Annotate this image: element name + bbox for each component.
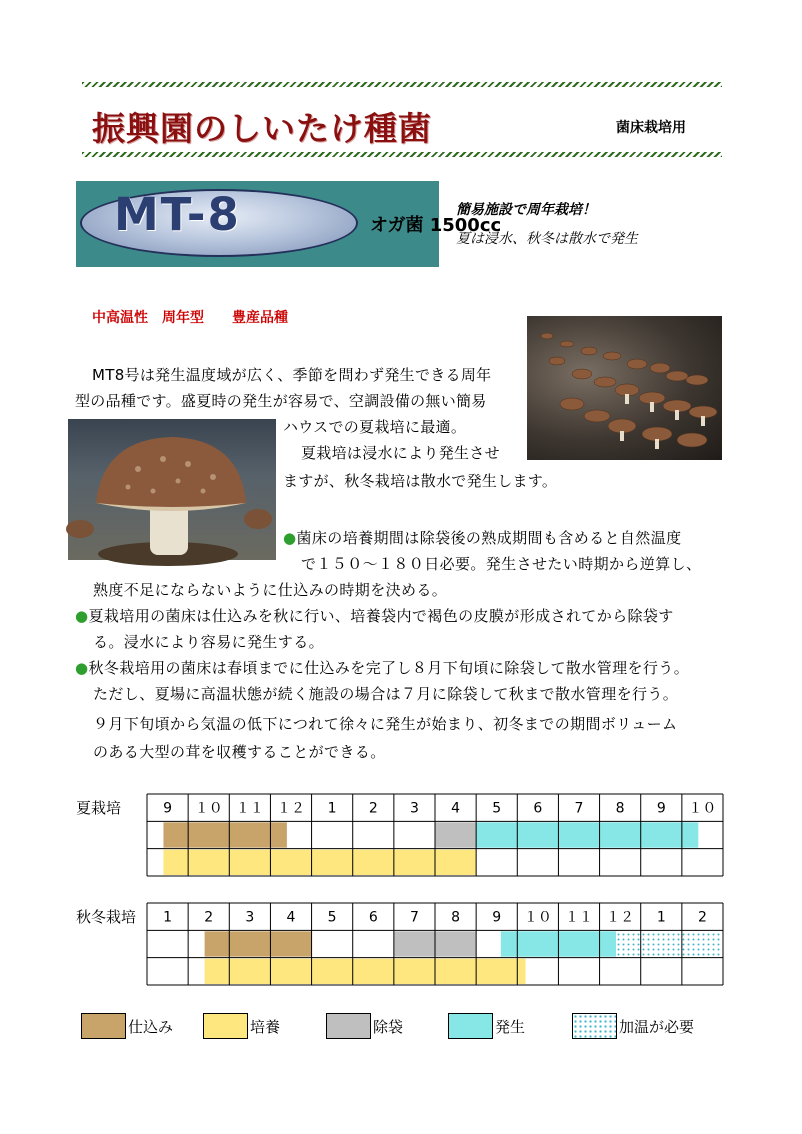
legend-swatch-kaon	[572, 1013, 617, 1039]
schedule-summary-label: 夏栽培	[76, 799, 122, 817]
bullet-1-line-3: 熟度不足にならないように仕込みの時期を決める。	[93, 581, 448, 599]
legend-label-jotai: 除袋	[373, 1018, 404, 1036]
month-label: 6	[533, 800, 543, 817]
page-subtitle: 菌床栽培用	[616, 120, 686, 136]
month-label: １０	[194, 800, 223, 817]
month-label: １２	[606, 909, 635, 926]
month-label: 1	[327, 800, 337, 817]
month-label: 2	[368, 800, 378, 817]
feature-line: 中高温性 周年型 豊産品種	[92, 310, 288, 326]
schedule-autumn-grid	[146, 902, 724, 986]
schedule-summer-grid	[146, 793, 724, 877]
bullet-3-line-4: のある大型の茸を収穫することができる。	[93, 743, 386, 761]
product-name: MT-8	[114, 188, 241, 241]
intro-line-2: 型の品種です。盛夏時の発生が容易で、空調設備の無い簡易	[75, 392, 487, 410]
intro-line-4: 夏栽培は浸水により発生させ	[301, 444, 500, 462]
month-label: 3	[245, 909, 255, 926]
month-label: 8	[615, 800, 625, 817]
intro-line-3: ハウスでの夏栽培に最適。	[283, 418, 467, 436]
bottom-rule	[82, 152, 722, 157]
bullet-3-line-2: ただし、夏場に高温状態が続く施設の場合は７月に除袋して秋まで散水管理を行う。	[93, 685, 679, 703]
month-label: 9	[163, 800, 173, 817]
bullet-3-line-3: ９月下旬頃から気温の低下につれて徐々に発生が始まり、初冬までの期間ボリューム	[93, 715, 678, 733]
bullet-3-line-1: ●秋冬栽培用の菌床は春頃までに仕込みを完了し８月下旬頃に除袋して散水管理を行う。	[75, 659, 690, 677]
schedule-autumn-label: 秋冬栽培	[76, 908, 137, 926]
bullet-dot-icon: ●	[283, 529, 297, 547]
legend-swatch-shikomi	[81, 1013, 126, 1039]
legend-swatch-jotai	[326, 1013, 371, 1039]
month-label: 3	[409, 800, 419, 817]
month-label: 4	[286, 909, 296, 926]
month-label: 1	[656, 909, 666, 926]
month-label: 7	[574, 800, 584, 817]
schedule-bar-row1	[616, 931, 723, 956]
product-variant: オガ菌 1500cc	[370, 215, 502, 236]
legend-label-kaon: 加温が必要	[619, 1018, 695, 1036]
month-label: 5	[327, 909, 337, 926]
month-label: 6	[368, 909, 378, 926]
product-banner	[76, 181, 502, 267]
tagline-1: 簡易施設で周年栽培！	[456, 202, 596, 218]
legend-swatch-hassei	[448, 1013, 493, 1039]
month-label: 2	[697, 909, 707, 926]
bullet-2-line-2: る。浸水により容易に発生する。	[93, 633, 325, 651]
legend-label-shikomi: 仕込み	[128, 1018, 174, 1036]
month-label: １０	[523, 909, 552, 926]
month-label: １１	[235, 800, 264, 817]
month-label: 7	[409, 909, 419, 926]
month-label: 8	[451, 909, 461, 926]
bullet-1-line-1: ●菌床の培養期間は除袋後の熟成期間も含めると自然温度	[283, 529, 682, 547]
legend-label-hassei: 発生	[495, 1018, 526, 1036]
month-label: 4	[451, 800, 461, 817]
tagline-2: 夏は浸水、秋冬は散水で発生	[456, 231, 638, 247]
page-title: 振興園のしいたけ種菌	[92, 109, 432, 148]
month-label: １２	[277, 800, 305, 817]
legend-swatch-baiyo	[203, 1013, 248, 1039]
mushroom-closeup-photo	[68, 419, 276, 560]
month-label: 5	[492, 800, 502, 817]
legend-label-baiyo: 培養	[250, 1018, 281, 1036]
month-label: 9	[492, 909, 502, 926]
month-label: １０	[688, 800, 717, 817]
month-label: １１	[565, 909, 593, 926]
bullet-dot-icon: ●	[75, 607, 89, 625]
schedule-bar-row1	[205, 931, 312, 956]
schedule-bar-row1	[476, 822, 698, 847]
schedule-bar-row2	[205, 959, 526, 984]
top-rule	[82, 82, 722, 87]
month-label: 2	[204, 909, 214, 926]
bullet-2-line-1: ●夏栽培用の菌床は仕込みを秋に行い、培養袋内で褐色の皮膜が形成されてから除袋す	[75, 607, 674, 625]
bullet-dot-icon: ●	[75, 659, 89, 677]
schedule-bar-row1	[435, 822, 476, 847]
schedule-bar-row1	[163, 822, 286, 847]
month-label: 9	[656, 800, 666, 817]
schedule-bar-row2	[163, 850, 476, 875]
mushroom-bed-photo	[527, 316, 722, 460]
bullet-1-line-2: で１５０～１８０日必要。発生させたい時期から逆算し、	[301, 555, 702, 573]
intro-line-5: ますが、秋冬栽培は散水で発生します。	[283, 472, 558, 490]
month-label: 1	[163, 909, 173, 926]
intro-line-1: MT8号は発生温度域が広く、季節を問わず発生できる周年	[92, 366, 492, 384]
